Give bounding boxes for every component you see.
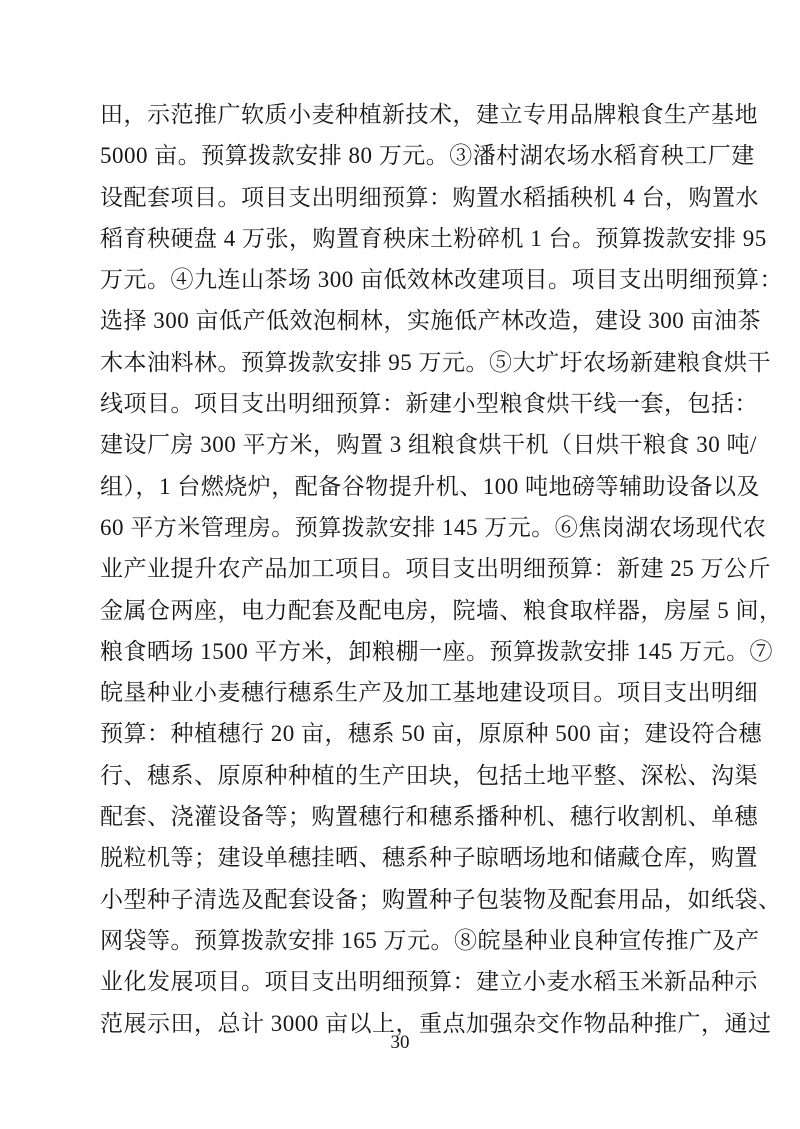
text-line: 业产业提升农产品加工项目。项目支出明细预算：新建 25 万公斤 [100, 556, 771, 582]
text-line: 5000 亩。预算拨款安排 80 万元。③潘村湖农场水稻育秧工厂建 [100, 143, 755, 169]
text-line: 脱粒机等；建设单穗挂晒、穗系种子晾晒场地和储藏仓库，购置 [100, 845, 758, 871]
text-line: 皖垦种业小麦穗行穗系生产及加工基地建设项目。项目支出明细 [100, 680, 758, 706]
text-line: 网袋等。预算拨款安排 165 万元。⑧皖垦种业良种宣传推广及产 [100, 927, 760, 953]
text-line: 组），1 台燃烧炉，配备谷物提升机、100 吨地磅等辅助设备以及 [100, 473, 760, 499]
page-number: 30 [390, 1032, 410, 1053]
text-line: 稻育秧硬盘 4 万张，购置育秧床土粉碎机 1 台。预算拨款安排 95 [100, 225, 767, 251]
text-line: 选择 300 亩低产低效泡桐林，实施低产林改造，建设 300 亩油茶 [100, 308, 761, 334]
text-line: 设配套项目。项目支出明细预算：购置水稻插秧机 4 台，购置水 [100, 184, 759, 210]
text-line: 行、穗系、原原种种植的生产田块，包括土地平整、深松、沟渠 [100, 762, 758, 788]
text-line: 万元。④九连山茶场 300 亩低效林改建项目。项目支出明细预算： [100, 267, 783, 293]
body-text-block [100, 94, 783, 1044]
text-line: 粮食晒场 1500 平方米，卸粮棚一座。预算拨款安排 145 万元。⑦ [100, 638, 773, 664]
text-line: 配套、浇灌设备等；购置穗行和穗系播种机、穗行收割机、单穗 [100, 804, 758, 830]
text-line: 预算：种植穗行 20 亩，穗系 50 亩，原原种 500 亩；建设符合穗 [100, 721, 762, 747]
text-line: 木本油料林。预算拨款安排 95 万元。⑤大圹圩农场新建粮食烘干 [100, 349, 771, 375]
text-line: 业化发展项目。项目支出明细预算：建立小麦水稻玉米新品种示 [100, 969, 758, 995]
text-line: 60 平方米管理房。预算拨款安排 145 万元。⑥焦岗湖农场现代农 [100, 514, 767, 540]
text-line: 小型种子清选及配套设备；购置种子包装物及配套用品，如纸袋、 [100, 886, 782, 912]
text-line: 金属仓两座，电力配套及配电房，院墙、粮食取样器，房屋 5 间， [100, 597, 783, 623]
text-line: 线项目。项目支出明细预算：新建小型粮食烘干线一套，包括： [100, 391, 758, 417]
text-line: 建设厂房 300 平方米，购置 3 组粮食烘干机（日烘干粮食 30 吨/ [100, 432, 757, 458]
text-line: 范展示田，总计 3000 亩以上，重点加强杂交作物品种推广，通过 [100, 1010, 772, 1036]
text-line: 田，示范推广软质小麦种植新技术，建立专用品牌粮食生产基地 [100, 102, 758, 127]
